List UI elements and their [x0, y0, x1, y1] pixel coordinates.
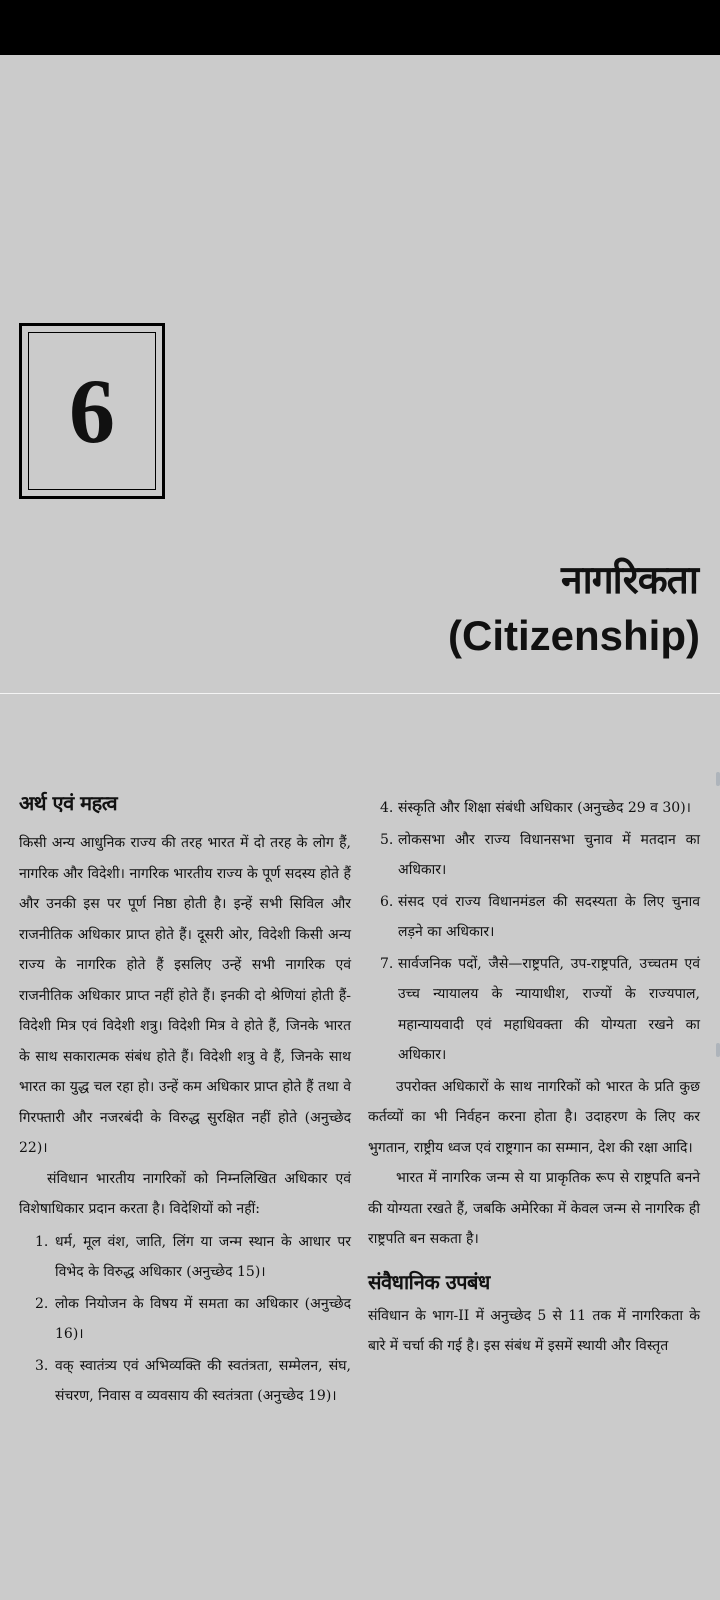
paragraph: संविधान भारतीय नागरिकों को निम्नलिखित अधिकार एवं विशेषाधिकार प्रदान करता है। विदेशियों को नहीं:	[19, 1170, 351, 1217]
list-item	[368, 887, 700, 948]
paragraph: उपरोक्त अधिकारों के साथ नागरिकों को भारत के प्रति कुछ कर्तव्यों का भी निर्वहन करना होता है। उदाहरण के लिए कर भुगतान, राष्ट्रीय ध्वज एवं राष्ट्रगान का सम्मान, देश की रक्षा आदि।	[368, 1078, 700, 1156]
rights-list-continued	[368, 793, 700, 1071]
chapter-number-frame	[28, 332, 156, 490]
section-heading-meaning: अर्थ एवं महत्व	[19, 791, 118, 815]
rights-list	[19, 1227, 351, 1412]
list-number: 4.	[380, 800, 394, 816]
list-text: धर्म, मूल वंश, जाति, लिंग या जन्म स्थान के आधार पर विभेद के विरुद्ध अधिकार (अनुच्छेद 15)।	[55, 1233, 351, 1280]
section-divider	[0, 693, 720, 694]
list-text: सार्वजनिक पदों, जैसे—राष्ट्रपति, उप-राष्ट्रपति, उच्चतम एवं उच्च न्यायालय के न्यायाधीश, राज्यों के राज्यपाल, महान्यायवादी एवं महाधिवक्ता की योग्यता रखने का अधिकार।	[398, 955, 700, 1063]
paragraph: किसी अन्य आधुनिक राज्य की तरह भारत में दो तरह के लोग हैं, नागरिक और विदेशी। नागरिक भारतीय राज्य के पूर्ण सदस्य होते हैं और उनकी इस पर पूर्ण निष्ठा होती है। इन्हें सभी सिविल और राजनीतिक अधिकार प्राप्त होते हैं। दूसरी ओर, विदेशी किसी अन्य राज्य के नागरिक होते हैं इसलिए उन्हें सभी नागरिक एवं राजनीतिक अधिकार प्राप्त नहीं होते हैं। इनकी दो श्रेणियां होती हैं- विदेशी मित्र एवं विदेशी शत्रु। विदेशी मित्र वे होते हैं, जिनके भारत के साथ सकारात्मक संबंध होते हैं। विदेशी शत्रु वे हैं, जिनके साथ भारत का युद्ध चल रहा हो। उन्हें कम अधिकार प्राप्त होते हैं तथा वे गिरफ्तारी और नजरबंदी के विरुद्ध सुरक्षित नहीं होते (अनुच्छेद 22)।	[19, 835, 351, 1156]
list-text: वक् स्वातंत्र्य एवं अभिव्यक्ति की स्वतंत्रता, सम्मेलन, संघ, संचरण, निवास व व्यवसाय की स्वतंत्रता (अनुच्छेद 19)।	[55, 1357, 351, 1404]
right-column	[368, 791, 700, 1362]
list-text: संसद एवं राज्य विधानमंडल की सदस्यता के लिए चुनाव लड़ने का अधिकार।	[398, 893, 700, 940]
list-number: 7.	[380, 955, 394, 972]
list-item	[368, 793, 700, 824]
paragraph: संविधान के भाग-II में अनुच्छेद 5 से 11 तक में नागरिकता के बारे में चर्चा की गई है। इस संबंध में इसमें स्थायी और विस्तृत	[368, 1307, 700, 1354]
paragraph: भारत में नागरिक जन्म से या प्राकृतिक रूप से राष्ट्रपति बनने की योग्यता रखते हैं, जबकि अमेरिका में केवल जन्म से नागरिक ही राष्ट्रपति बन सकता है।	[368, 1170, 700, 1247]
list-item	[368, 825, 700, 886]
list-number: 1.	[35, 1233, 49, 1250]
list-item	[19, 1289, 351, 1350]
list-number: 2.	[35, 1295, 49, 1312]
list-item	[368, 949, 700, 1071]
top-black-bar	[0, 0, 720, 55]
scroll-edge-marker	[716, 1043, 720, 1057]
chapter-number: 6	[69, 360, 115, 462]
chapter-title-hindi: नागरिकता	[560, 558, 698, 603]
list-number: 3.	[35, 1357, 49, 1374]
list-text: संस्कृति और शिक्षा संबंधी अधिकार (अनुच्छेद 29 व 30)।	[398, 800, 691, 816]
scroll-edge-marker	[716, 772, 720, 786]
list-number: 6.	[380, 893, 394, 910]
chapter-title-english: (Citizenship)	[448, 612, 700, 659]
list-text: लोकसभा और राज्य विधानसभा चुनाव में मतदान का अधिकार।	[398, 831, 700, 878]
list-number: 5.	[380, 831, 394, 848]
left-column	[19, 791, 351, 1413]
list-text: लोक नियोजन के विषय में समता का अधिकार (अनुच्छेद 16)।	[55, 1295, 351, 1342]
chapter-number-box	[19, 323, 165, 499]
list-item	[19, 1351, 351, 1412]
section-heading-constitutional-provisions: संवैधानिक उपबंध	[368, 1269, 490, 1294]
list-item	[19, 1227, 351, 1288]
